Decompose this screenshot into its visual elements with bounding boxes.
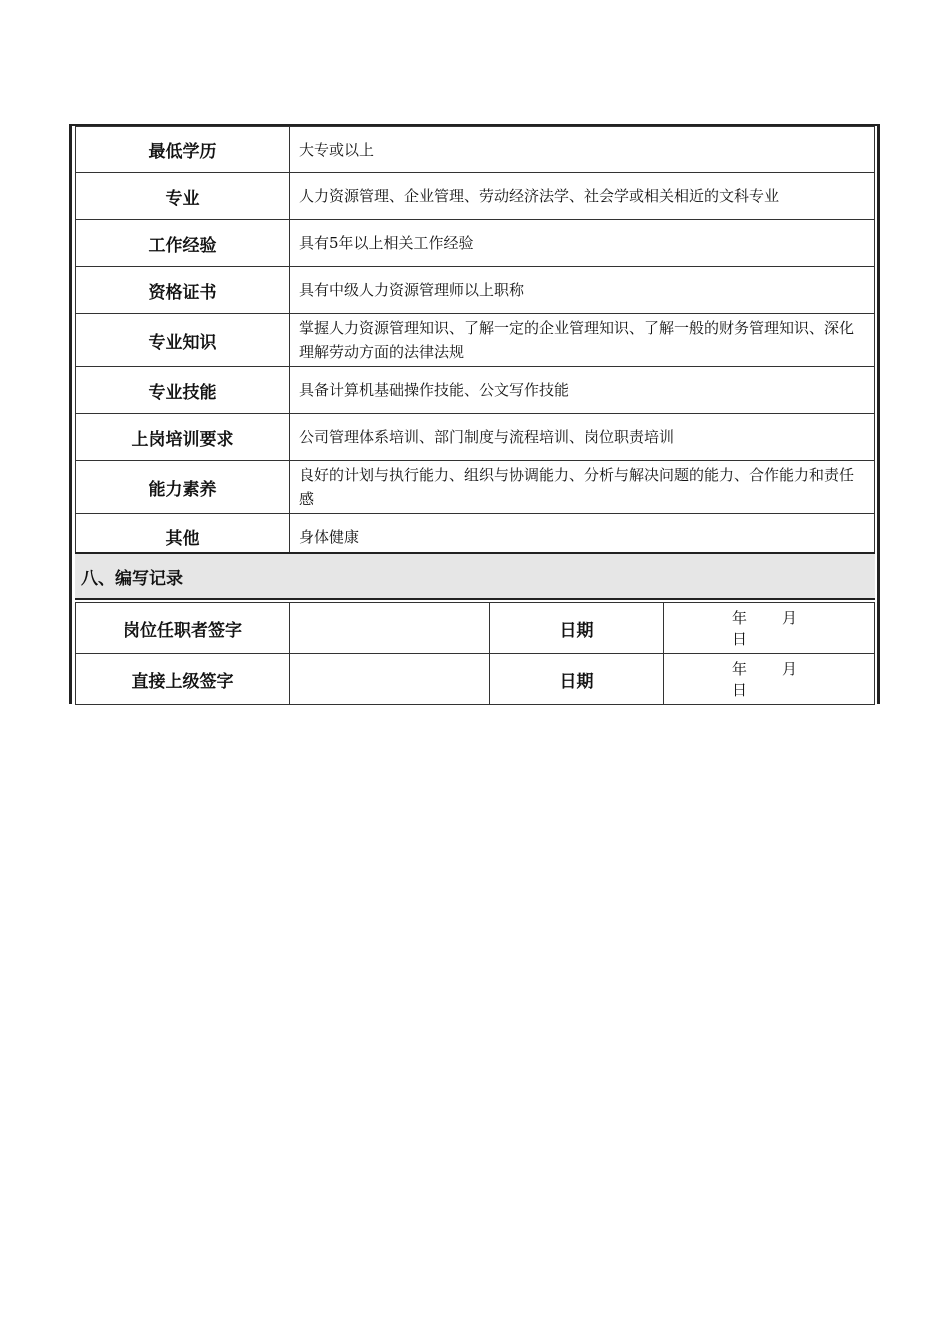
month-label: 月	[782, 660, 798, 678]
qualification-table	[75, 126, 875, 560]
day-label: 日	[732, 681, 748, 699]
row-label: 专业技能	[76, 367, 290, 414]
record-table	[75, 602, 875, 705]
year-label: 年	[732, 660, 748, 678]
table-row	[76, 314, 875, 367]
row-value: 具有中级人力资源管理师以上职称	[290, 267, 875, 314]
row-value: 人力资源管理、企业管理、劳动经济法学、社会学或相关相近的文科专业	[290, 173, 875, 220]
table-row	[76, 461, 875, 514]
row-label: 资格证书	[76, 267, 290, 314]
row-label: 能力素养	[76, 461, 290, 514]
row-value: 身体健康	[290, 514, 875, 560]
signature-field[interactable]	[290, 654, 490, 705]
row-value: 良好的计划与执行能力、组织与协调能力、分析与解决问题的能力、合作能力和责任感	[290, 461, 875, 514]
row-label: 专业知识	[76, 314, 290, 367]
table-row	[76, 654, 875, 705]
date-field[interactable]	[664, 603, 875, 654]
year-label: 年	[732, 609, 748, 627]
row-label: 最低学历	[76, 127, 290, 173]
month-label: 月	[782, 609, 798, 627]
signature-field[interactable]	[290, 603, 490, 654]
table-row	[76, 220, 875, 267]
row-value: 大专或以上	[290, 127, 875, 173]
row-label: 工作经验	[76, 220, 290, 267]
table-row	[76, 367, 875, 414]
row-label: 上岗培训要求	[76, 414, 290, 461]
date-label: 日期	[490, 654, 664, 705]
table-row	[76, 267, 875, 314]
row-value: 具备计算机基础操作技能、公文写作技能	[290, 367, 875, 414]
row-label: 专业	[76, 173, 290, 220]
day-label: 日	[732, 630, 748, 648]
date-label: 日期	[490, 603, 664, 654]
table-row	[76, 414, 875, 461]
table-row	[76, 127, 875, 173]
record-label: 直接上级签字	[76, 654, 290, 705]
row-value: 公司管理体系培训、部门制度与流程培训、岗位职责培训	[290, 414, 875, 461]
table-row	[76, 173, 875, 220]
date-field[interactable]	[664, 654, 875, 705]
table-row	[76, 603, 875, 654]
section-heading: 八、编写记录	[75, 552, 875, 600]
row-label: 其他	[76, 514, 290, 560]
row-value: 掌握人力资源管理知识、了解一定的企业管理知识、了解一般的财务管理知识、深化理解劳动方面的法律法规	[290, 314, 875, 367]
record-label: 岗位任职者签字	[76, 603, 290, 654]
row-value: 具有5年以上相关工作经验	[290, 220, 875, 267]
